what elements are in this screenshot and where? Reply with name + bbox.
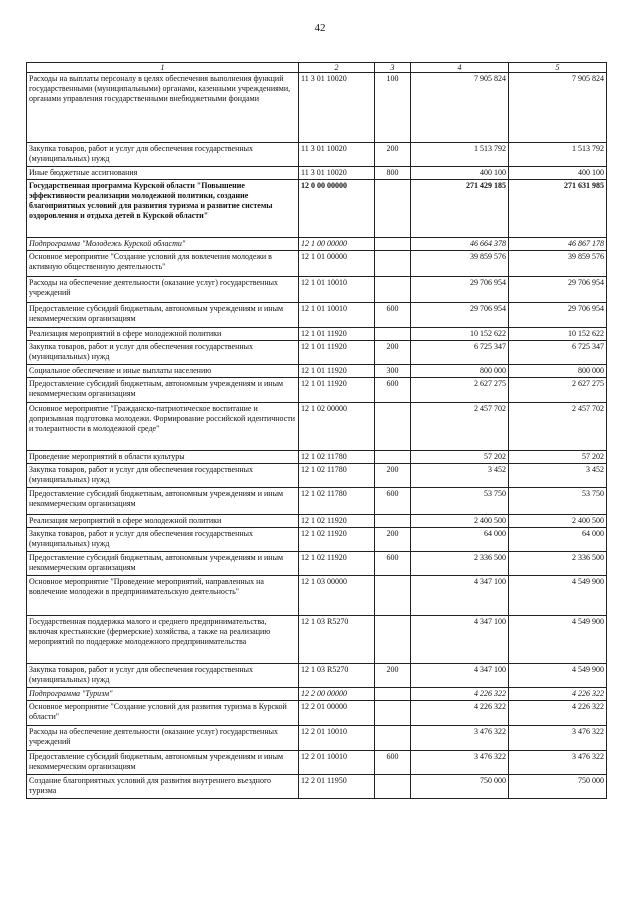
row-value-1-cell: 1 513 792 [411,143,509,167]
row-value-1-cell: 46 664 378 [411,238,509,251]
row-value-1-cell: 2 457 702 [411,403,509,451]
column-header: 4 [411,63,509,73]
row-kind-cell: 200 [375,143,411,167]
row-value-1-cell: 271 429 185 [411,180,509,238]
page-number: 42 [314,22,326,34]
row-code-cell: 11 3 01 10020 [299,143,375,167]
row-value-1-cell: 4 347 100 [411,664,509,688]
row-code-cell: 12 1 02 11780 [299,451,375,464]
row-value-2-cell: 46 867 178 [509,238,607,251]
column-header: 2 [299,63,375,73]
row-kind-cell: 300 [375,365,411,378]
row-kind-cell: 600 [375,552,411,576]
table-row [27,328,607,341]
row-value-1-cell: 2 336 500 [411,552,509,576]
row-value-2-cell: 39 859 576 [509,251,607,277]
row-value-2-cell: 2 400 500 [509,515,607,528]
row-name-cell: Расходы на обеспечение деятельности (оказание услуг) государственных учреждений [27,277,299,303]
table-row [27,515,607,528]
row-name-cell: Реализация мероприятий в сфере молодежной политики [27,515,299,528]
row-code-cell: 12 1 03 00000 [299,576,375,616]
row-code-cell: 12 0 00 00000 [299,180,375,238]
row-value-2-cell: 750 000 [509,775,607,799]
table-row [27,528,607,552]
row-value-1-cell: 400 100 [411,167,509,180]
row-name-cell: Основное мероприятие "Создание условий для вовлечения молодежи в активную общественную деятельность" [27,251,299,277]
row-code-cell: 12 1 01 11920 [299,328,375,341]
table-row [27,341,607,365]
table-row [27,576,607,616]
column-header: 3 [375,63,411,73]
row-name-cell: Государственная поддержка малого и среднего предпринимательства, включая крестьянские (фермерские) хозяйства, а также на реализацию мероприятий по поддержке молодежного предпринимательства [27,616,299,664]
row-kind-cell: 600 [375,751,411,775]
table-row [27,378,607,403]
table-row [27,365,607,378]
row-value-2-cell: 4 549 900 [509,576,607,616]
row-code-cell: 12 1 01 00000 [299,251,375,277]
table-row [27,167,607,180]
row-code-cell: 12 1 01 10010 [299,277,375,303]
row-name-cell: Расходы на выплаты персоналу в целях обеспечения выполнения функций государственными (муниципальными) органами, казенными учреждениями, органами управления государственными внебюджетными фондами [27,73,299,143]
row-value-2-cell: 7 905 824 [509,73,607,143]
row-value-2-cell: 1 513 792 [509,143,607,167]
row-value-2-cell: 800 000 [509,365,607,378]
row-value-1-cell: 53 750 [411,488,509,515]
row-value-1-cell: 64 000 [411,528,509,552]
table-row [27,726,607,751]
row-kind-cell: 100 [375,73,411,143]
row-kind-cell [375,616,411,664]
row-code-cell: 11 3 01 10020 [299,167,375,180]
table-row [27,251,607,277]
row-code-cell: 12 1 01 10010 [299,303,375,328]
row-value-2-cell: 271 631 985 [509,180,607,238]
row-kind-cell [375,775,411,799]
row-code-cell: 12 1 01 11920 [299,341,375,365]
row-name-cell: Закупка товаров, работ и услуг для обеспечения государственных (муниципальных) нужд [27,464,299,488]
row-code-cell: 12 1 02 00000 [299,403,375,451]
table-row [27,701,607,726]
row-name-cell: Основное мероприятие "Гражданско-патриотическое воспитание и допризывная подготовка молодежи. Формирование российской идентичности и толерантности в молодежной среде" [27,403,299,451]
row-name-cell: Реализация мероприятий в сфере молодежной политики [27,328,299,341]
row-code-cell: 12 1 01 11920 [299,378,375,403]
row-name-cell: Подпрограмма "Молодежь Курской области" [27,238,299,251]
row-kind-cell [375,451,411,464]
row-value-1-cell: 4 226 322 [411,701,509,726]
row-value-2-cell: 2 336 500 [509,552,607,576]
row-value-2-cell: 6 725 347 [509,341,607,365]
table-row [27,238,607,251]
row-code-cell: 12 1 01 11920 [299,365,375,378]
row-name-cell: Предоставление субсидий бюджетным, автономным учреждениям и иным некоммерческим организациям [27,552,299,576]
table-row [27,688,607,701]
row-value-2-cell: 3 476 322 [509,726,607,751]
column-header: 5 [509,63,607,73]
budget-table [26,62,607,799]
row-kind-cell [375,403,411,451]
row-value-2-cell: 4 549 900 [509,616,607,664]
row-code-cell: 12 2 00 00000 [299,688,375,701]
table-row [27,751,607,775]
row-value-1-cell: 57 202 [411,451,509,464]
row-name-cell: Подпрограмма "Туризм" [27,688,299,701]
row-code-cell: 12 1 02 11920 [299,528,375,552]
row-code-cell: 11 3 01 10020 [299,73,375,143]
row-kind-cell: 200 [375,464,411,488]
row-code-cell: 12 1 03 R5270 [299,616,375,664]
table-row [27,451,607,464]
row-kind-cell [375,726,411,751]
table-row [27,277,607,303]
row-code-cell: 12 1 02 11780 [299,464,375,488]
row-name-cell: Предоставление субсидий бюджетным, автономным учреждениям и иным некоммерческим организациям [27,303,299,328]
table-body [27,73,607,799]
row-value-1-cell: 800 000 [411,365,509,378]
row-value-1-cell: 750 000 [411,775,509,799]
table-header-row [27,63,607,73]
table-row [27,73,607,143]
row-kind-cell [375,277,411,303]
row-kind-cell: 600 [375,378,411,403]
row-name-cell: Расходы на обеспечение деятельности (оказание услуг) государственных учреждений [27,726,299,751]
row-code-cell: 12 2 01 11950 [299,775,375,799]
row-code-cell: 12 1 02 11920 [299,515,375,528]
table-row [27,775,607,799]
row-value-2-cell: 2 627 275 [509,378,607,403]
table-row [27,664,607,688]
row-value-2-cell: 64 000 [509,528,607,552]
row-code-cell: 12 2 01 10010 [299,751,375,775]
row-name-cell: Закупка товаров, работ и услуг для обеспечения государственных (муниципальных) нужд [27,664,299,688]
row-code-cell: 12 1 02 11920 [299,552,375,576]
row-name-cell: Государственная программа Курской области "Повышение эффективности реализации молодежной политики, создание благоприятных условий для развития туризма и развитие системы оздоровления и отдыха детей в Курской области" [27,180,299,238]
row-value-2-cell: 3 476 322 [509,751,607,775]
row-kind-cell [375,180,411,238]
table-row [27,552,607,576]
row-value-2-cell: 4 226 322 [509,688,607,701]
row-kind-cell: 600 [375,303,411,328]
row-name-cell: Предоставление субсидий бюджетным, автономным учреждениям и иным некоммерческим организациям [27,751,299,775]
row-kind-cell [375,688,411,701]
row-name-cell: Иные бюджетные ассигнования [27,167,299,180]
table-row [27,403,607,451]
row-value-1-cell: 2 627 275 [411,378,509,403]
row-kind-cell: 800 [375,167,411,180]
row-kind-cell [375,238,411,251]
row-name-cell: Социальное обеспечение и иные выплаты населению [27,365,299,378]
row-name-cell: Закупка товаров, работ и услуг для обеспечения государственных (муниципальных) нужд [27,143,299,167]
row-value-1-cell: 29 706 954 [411,277,509,303]
row-value-1-cell: 10 152 622 [411,328,509,341]
row-name-cell: Проведение мероприятий в области культуры [27,451,299,464]
row-value-1-cell: 3 476 322 [411,751,509,775]
row-value-1-cell: 4 226 322 [411,688,509,701]
row-name-cell: Основное мероприятие "Проведение мероприятий, направленных на вовлечение молодежи в предпринимательскую деятельность" [27,576,299,616]
row-value-1-cell: 39 859 576 [411,251,509,277]
row-value-2-cell: 29 706 954 [509,277,607,303]
row-name-cell: Основное мероприятие "Создание условий для развития туризма в Курской области" [27,701,299,726]
row-code-cell: 12 1 00 00000 [299,238,375,251]
row-value-1-cell: 7 905 824 [411,73,509,143]
table-row [27,488,607,515]
row-kind-cell [375,515,411,528]
row-value-1-cell: 6 725 347 [411,341,509,365]
row-value-2-cell: 400 100 [509,167,607,180]
table-row [27,303,607,328]
table-row [27,616,607,664]
row-name-cell: Закупка товаров, работ и услуг для обеспечения государственных (муниципальных) нужд [27,341,299,365]
row-value-2-cell: 29 706 954 [509,303,607,328]
row-code-cell: 12 2 01 10010 [299,726,375,751]
row-kind-cell: 200 [375,341,411,365]
row-value-2-cell: 57 202 [509,451,607,464]
row-kind-cell [375,701,411,726]
row-value-2-cell: 4 226 322 [509,701,607,726]
row-kind-cell [375,328,411,341]
column-header: 1 [27,63,299,73]
row-name-cell: Предоставление субсидий бюджетным, автономным учреждениям и иным некоммерческим организациям [27,488,299,515]
row-value-2-cell: 2 457 702 [509,403,607,451]
row-value-1-cell: 4 347 100 [411,616,509,664]
row-name-cell: Создание благоприятных условий для развития внутреннего въездного туризма [27,775,299,799]
row-kind-cell [375,251,411,277]
row-name-cell: Предоставление субсидий бюджетным, автономным учреждениям и иным некоммерческим организациям [27,378,299,403]
row-code-cell: 12 1 02 11780 [299,488,375,515]
row-kind-cell [375,576,411,616]
table-row [27,143,607,167]
row-value-1-cell: 3 452 [411,464,509,488]
row-name-cell: Закупка товаров, работ и услуг для обеспечения государственных (муниципальных) нужд [27,528,299,552]
row-value-2-cell: 4 549 900 [509,664,607,688]
row-code-cell: 12 1 03 R5270 [299,664,375,688]
row-value-2-cell: 10 152 622 [509,328,607,341]
table-row [27,464,607,488]
row-value-1-cell: 4 347 100 [411,576,509,616]
table-row [27,180,607,238]
row-value-1-cell: 3 476 322 [411,726,509,751]
row-kind-cell: 600 [375,488,411,515]
row-kind-cell: 200 [375,528,411,552]
row-value-1-cell: 2 400 500 [411,515,509,528]
row-kind-cell: 200 [375,664,411,688]
row-value-2-cell: 53 750 [509,488,607,515]
row-value-1-cell: 29 706 954 [411,303,509,328]
row-code-cell: 12 2 01 00000 [299,701,375,726]
row-value-2-cell: 3 452 [509,464,607,488]
